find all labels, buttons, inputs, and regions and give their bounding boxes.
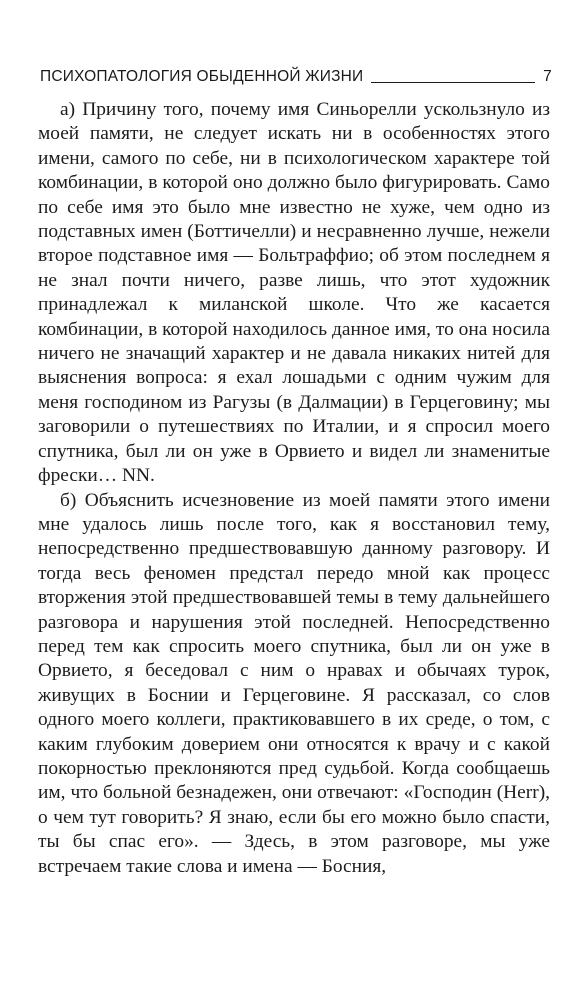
running-head-rule bbox=[371, 82, 535, 83]
running-head-title: ПСИХОПАТОЛОГИЯ ОБЫДЕННОЙ ЖИЗНИ bbox=[40, 68, 364, 85]
page-number: 7 bbox=[543, 68, 552, 85]
paragraph-b: б) Объяснить исчезновение из моей памяти этого имени мне удалось лишь после того, как я восстановил тему, непосредственно предшествовавшую данному разговору. И тогда весь феномен предстал передо мной как процесс вторжения этой предшествовавшей темы в тему дальнейшего разговора и нарушения этой последней. Непосредственно перед тем как спросить моего спутника, был ли он уже в Орвието, я беседовал с ним о нравах и обычаях турок, живущих в Боснии и Герцеговине. Я рассказал, со слов одного моего коллеги, практиковавшего в их среде, о том, с каким глубоким доверием они относятся к врачу и с какой покорностью преклоняются пред судьбой. Когда сообщаешь им, что больной безнадежен, они отвечают: «Господин (Herr), о чем тут говорить? Я знаю, если бы его можно было спасти, ты бы спас его». — Здесь, в этом разговоре, мы уже встречаем такие слова и имена — Босния, bbox=[38, 489, 550, 877]
body-text bbox=[38, 98, 550, 879]
paragraph-a: а) Причину того, почему имя Синьорелли ускользнуло из моей памяти, не следует искать ни в особенностях этого имени, самого по себе, ни в психологическом характере той комбинации, в которой оно должно было фигурировать. Само по себе имя это было мне известно не хуже, чем одно из подставных имен (Боттичелли) и несравненно лучше, нежели второе подставное имя — Больтраффио; об этом последнем я не знал почти ничего, разве лишь, что этот художник принадлежал к миланской школе. Что же касается комбинации, в которой находилось данное имя, то она носила ничего не значащий характер и не давала никаких нитей для выяснения вопроса: я ехал лошадьми с одним чужим для меня господином из Рагузы (в Далмации) в Герцеговину; мы заговорили о путешествиях по Италии, и я спросил моего спутника, был ли он уже в Орвието и видел ли знаменитые фрески… NN. bbox=[38, 99, 550, 487]
running-head bbox=[40, 60, 552, 86]
